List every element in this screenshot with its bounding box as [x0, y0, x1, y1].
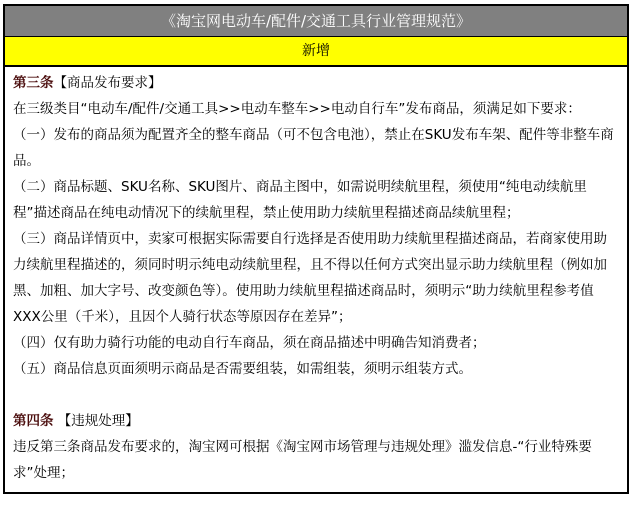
- section-spacer: [13, 382, 619, 408]
- paragraph-item-1: （一）发布的商品须为配置齐全的整车商品（可不包含电池），禁止在SKU发布车架、配件等非整车商品。: [13, 127, 614, 169]
- article-title: 【商品发布要求】: [53, 75, 162, 91]
- regulation-table: [3, 4, 629, 494]
- section-article-4: [13, 408, 619, 486]
- paragraph-penalty: 违反第三条商品发布要求的，淘宝网可根据《淘宝网市场管理与违规处理》滥发信息-“行业特殊要求”处理；: [13, 439, 592, 481]
- status-label: 新增: [4, 37, 628, 67]
- document-title: 《淘宝网电动车/配件/交通工具行业管理规范》: [4, 5, 628, 37]
- section-article-3: [13, 70, 619, 382]
- content-cell: [4, 66, 628, 493]
- paragraph-intro: 在三级类目“电动车/配件/交通工具>>电动车整车>>电动自行车”发布商品，须满足如下要求：: [13, 101, 581, 117]
- article-number: 第四条: [13, 413, 54, 429]
- article-number: 第三条: [13, 75, 54, 91]
- paragraph-item-2: （二）商品标题、SKU名称、SKU图片、商品主图中，如需说明续航里程，须使用“纯电动续航里程”描述商品在纯电动情况下的续航里程，禁止使用助力续航里程描述商品续航里程；: [13, 179, 587, 221]
- paragraph-item-5: （五）商品信息页面须明示商品是否需要组装，如需组装，须明示组装方式。: [13, 361, 472, 377]
- article-title: 【违规处理】: [53, 413, 139, 429]
- section-heading: [13, 70, 619, 96]
- section-heading: [13, 408, 619, 434]
- paragraph-item-3: （三）商品详情页中，卖家可根据实际需要自行选择是否使用助力续航里程描述商品，若商家使用助力续航里程描述的，须同时明示纯电动续航里程，且不得以任何方式突出显示助力续航里程（例如加黑、加粗、加大字号、改变颜色等）。使用助力续航里程描述商品时，须明示“助力续航里程参考值XXX公里（千米），且因个人骑行状态等原因存在差异”；: [13, 231, 607, 325]
- paragraph-item-4: （四）仅有助力骑行功能的电动自行车商品，须在商品描述中明确告知消费者；: [13, 335, 486, 351]
